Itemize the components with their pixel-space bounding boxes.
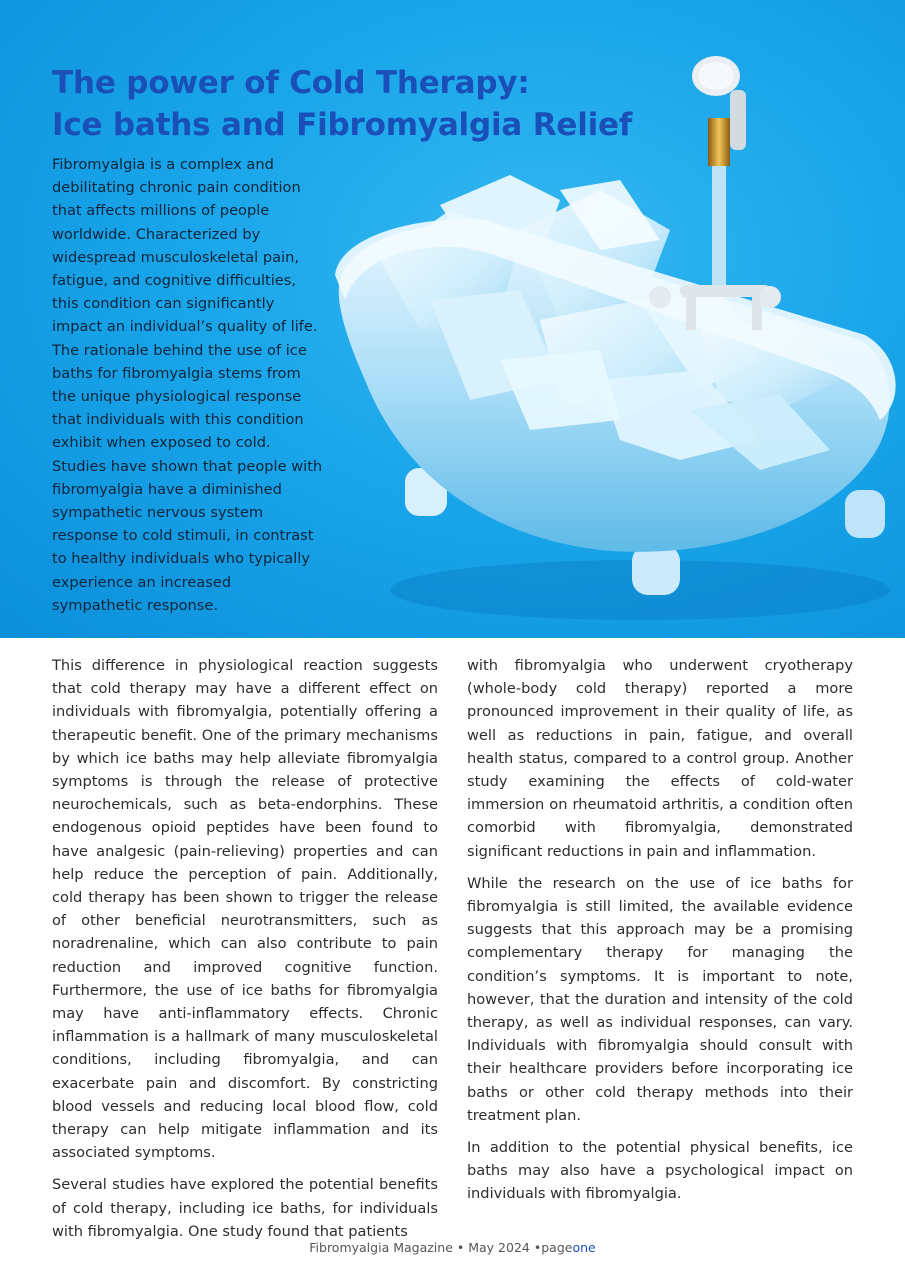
body-paragraph: Several studies have explored the potential benefits of cold therapy, including ice baths, for individuals with fibromyalgia. One study found that patients: [52, 1176, 438, 1240]
body-paragraph: This difference in physiological reaction suggests that cold therapy may have a different effect on individuals with fibromyalgia, potentially offering a therapeutic benefit. One of the primary mechanisms by which ice baths may help alleviate fibromyalgia symptoms is through the release of protective neurochemicals, such as beta-endorphins. These endogenous opioid peptides have been found to have analgesic (pain-relieving) properties and can help reduce the perception of pain. Additionally, cold therapy has been shown to trigger the release of other beneficial neurotransmitters, such as noradrenaline, which can also contribute to pain reduction and improved cognitive function. Furthermore, the use of ice baths for fibromyalgia may have anti-inflammatory effects. Chronic inflammation is a hallmark of many musculoskeletal conditions, including fibromyalgia, and can exacerbate pain and discomfort. By constricting blood vessels and reducing local blood flow, cold therapy can help mitigate inflammation and its associated symptoms.: [52, 657, 438, 1162]
article-title: [52, 62, 652, 146]
body-paragraph: In addition to the potential physical benefits, ice baths may also have a psychological impact on individuals with fibromyalgia.: [467, 1139, 853, 1203]
body-paragraph: While the research on the use of ice baths for fibromyalgia is still limited, the available evidence suggests that this approach may be a promising complementary therapy for managing the condition’s symptoms. It is important to note, however, that the duration and intensity of the cold therapy, as well as individual responses, can vary. Individuals with fibromyalgia should consult with their healthcare providers before incorporating ice baths or other cold therapy methods into their treatment plan.: [467, 874, 853, 1124]
footer-separator: •: [456, 1240, 465, 1255]
footer-separator: •: [533, 1240, 542, 1255]
hero-banner: [0, 0, 905, 638]
body-paragraph: with fibromyalgia who underwent cryotherapy (whole-body cold therapy) reported a more pronounced improvement in their quality of life, as well as reductions in pain, fatigue, and overall health status, compared to a control group. Another study examining the effects of cold-water immersion on rheumatoid arthritis, a condition often comorbid with fibromyalgia, demonstrated significant reductions in pain and inflammation.: [467, 657, 853, 860]
tub-foot: [632, 545, 680, 595]
footer-page-number: one: [572, 1240, 596, 1255]
page-footer: [0, 1240, 905, 1255]
footer-magazine: Fibromyalgia Magazine: [309, 1240, 453, 1255]
footer-date: May 2024: [468, 1240, 530, 1255]
footer-page-prefix: page: [541, 1240, 573, 1255]
right-column: [467, 654, 853, 1215]
left-column: [52, 654, 438, 1252]
intro-paragraph: Fibromyalgia is a complex and debilitating chronic pain condition that affects millions of people worldwide. Characterized by widespread musculoskeletal pain, fatigue, and cognitive difficulties, this condition can significantly impact an individual’s quality of life. The rationale behind the use of ice baths for fibromyalgia stems from the unique physiological response that individuals with this condition exhibit when exposed to cold. Studies have shown that people with fibromyalgia have a diminished sympathetic nervous system response to cold stimuli, in contrast to healthy individuals who typically experience an increased sympathetic response.: [52, 156, 323, 614]
title-line-1: The power of Cold Therapy:: [52, 65, 530, 101]
tub-foot: [845, 490, 885, 538]
title-line-2: Ice baths and Fibromyalgia Relief: [52, 107, 633, 143]
